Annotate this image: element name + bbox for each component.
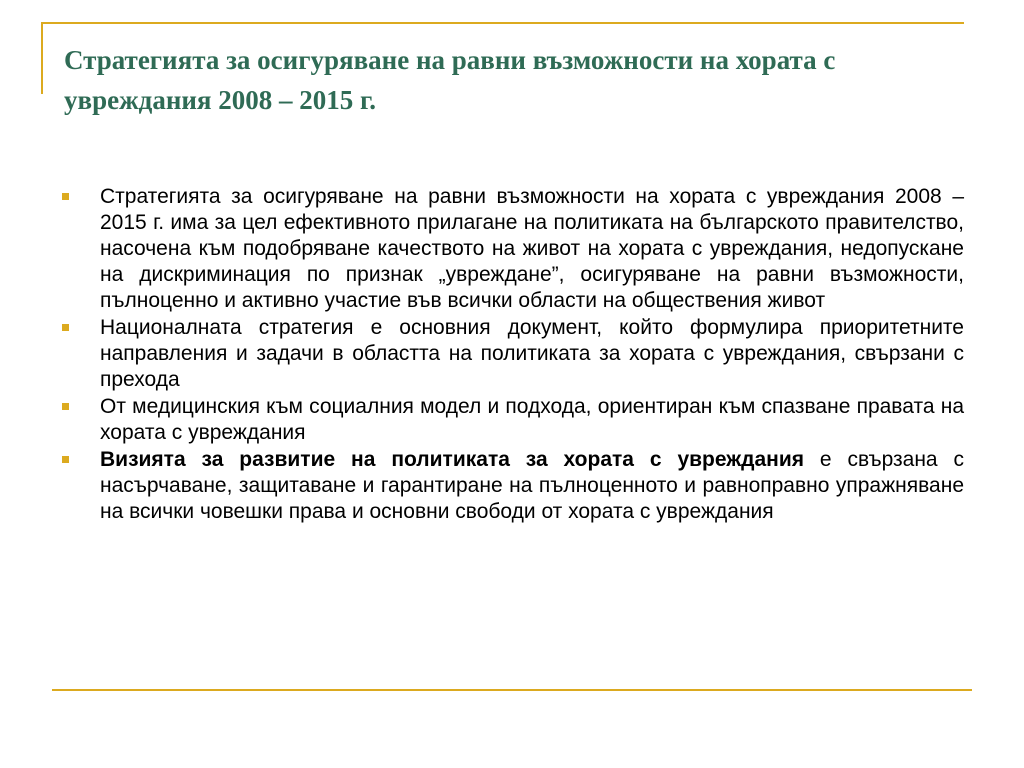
bullet-text-2: Националната стратегия е основния документ, който формулира приоритетните направления и задачи в областта на политиката за хората с увреждания, свързани с прехода [100,316,964,391]
bullet-item-4 [62,447,964,525]
square-bullet-icon [62,324,69,331]
bullet-text-3: От медицинския към социалния модел и подхода, ориентиран към спазване правата на хората с увреждания [100,395,964,444]
bottom-divider [52,689,972,691]
bullet-bold-lead: Визията за развитие на политиката за хората с увреждания [100,448,805,471]
slide-title: Стратегията за осигуряване на равни възможности на хората с увреждания 2008 – 2015 г. [64,45,836,115]
top-divider [42,22,964,24]
square-bullet-icon [62,193,69,200]
bullet-text-1: Стратегията за осигуряване на равни възможности на хората с увреждания 2008 – 2015 г. има за цел ефективното прилагане на политиката на българското правителство, насочена към подобряване качеството на живот на хората с увреждания, недопускане на дискриминация по признак „увреждане”, осигуряване на равни възможности, пълноценно и активно участие във всички области на обществения живот [100,185,964,312]
bullet-item-3 [62,394,964,446]
bullet-item-2 [62,315,964,393]
left-divider [41,22,43,94]
bullet-list [62,184,964,526]
bullet-item-1 [62,184,964,314]
square-bullet-icon [62,403,69,410]
bullet-rest: е свързана с насърчаване, защитаване и гарантиране на пълноценното и равноправно упражняване на всички човешки права и основни свободи от хората с увреждания [100,448,965,523]
square-bullet-icon [62,456,69,463]
bullet-text-4 [100,447,964,525]
